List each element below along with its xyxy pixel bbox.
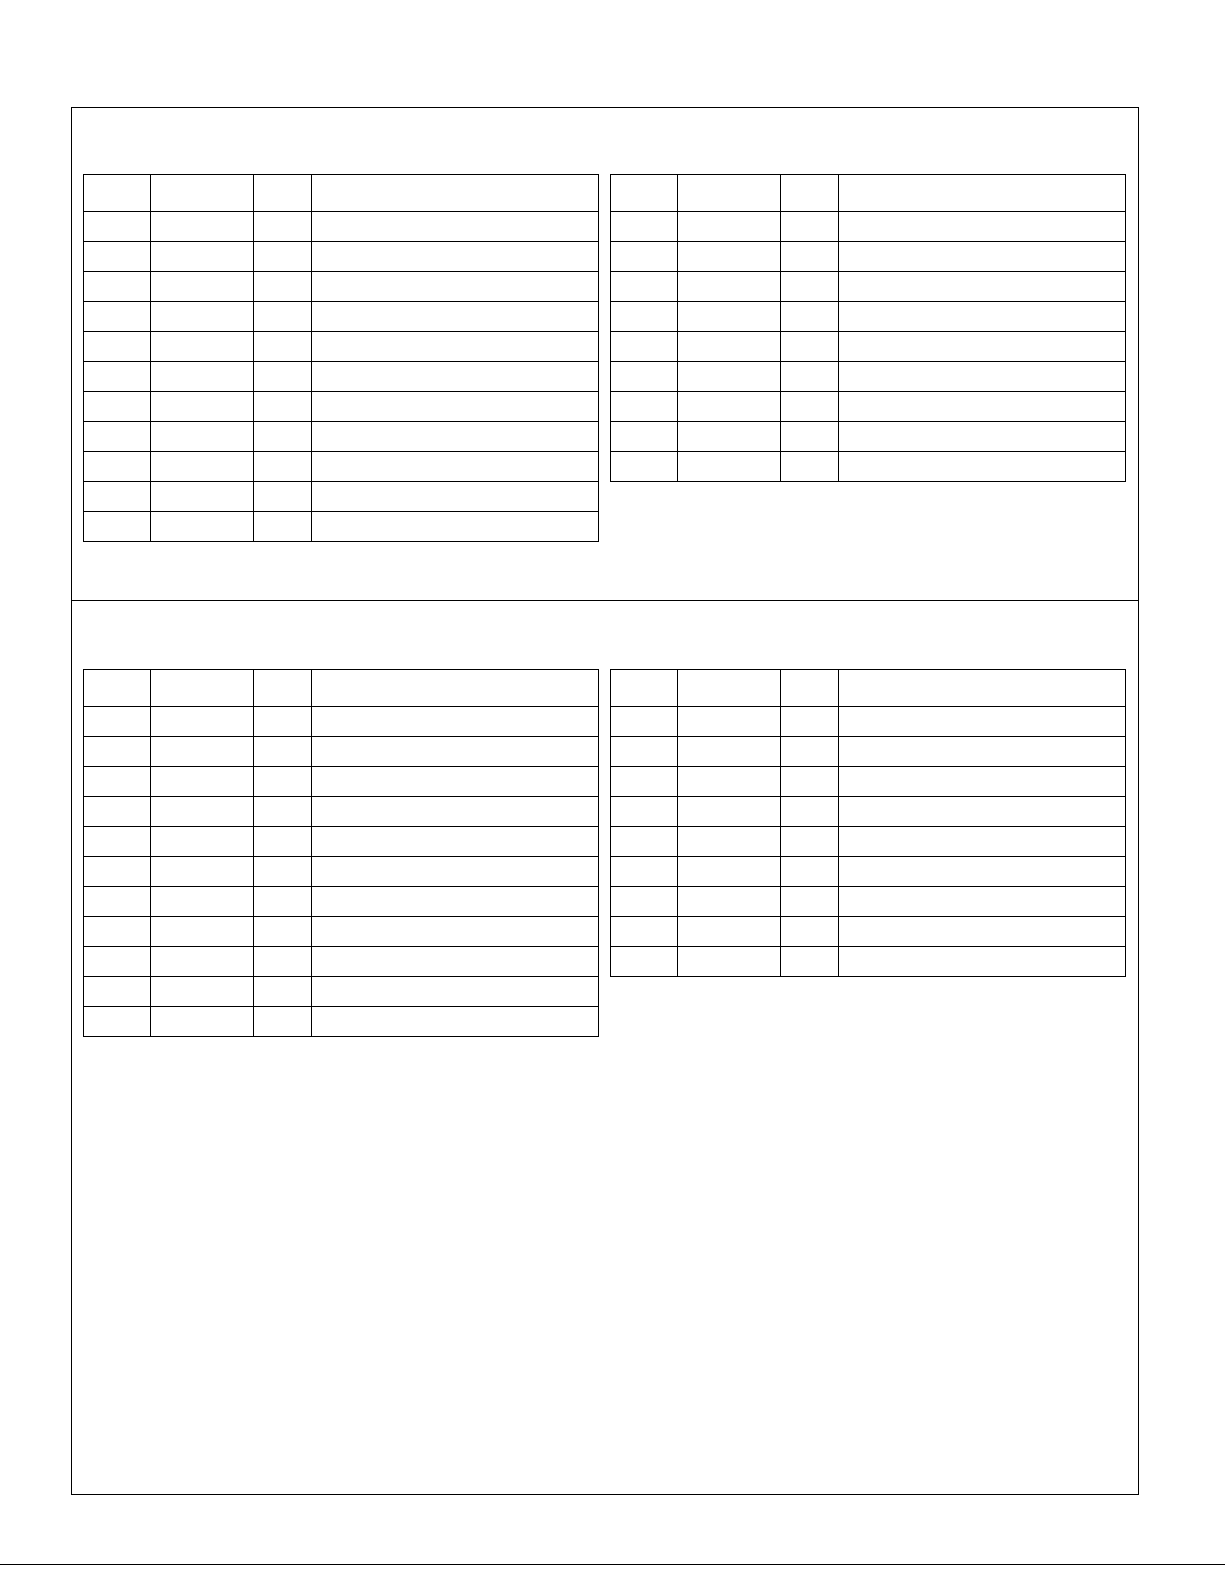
table-cell xyxy=(151,737,254,767)
table-cell xyxy=(254,1007,312,1037)
table-row xyxy=(84,827,599,857)
table-cell xyxy=(84,947,151,977)
header-cell xyxy=(781,175,839,212)
table-cell xyxy=(151,332,254,362)
header-cell xyxy=(84,175,151,212)
table-row xyxy=(84,977,599,1007)
table-cell xyxy=(839,422,1126,452)
table-cell xyxy=(839,212,1126,242)
table-cell xyxy=(611,887,678,917)
table-cell xyxy=(678,797,781,827)
table-cell xyxy=(254,857,312,887)
table-row xyxy=(611,707,1126,737)
section-1-left-table xyxy=(83,174,599,542)
table-cell xyxy=(611,362,678,392)
table-cell xyxy=(151,392,254,422)
table-cell xyxy=(312,392,599,422)
table-cell xyxy=(312,452,599,482)
table-row xyxy=(611,857,1126,887)
table-cell xyxy=(312,977,599,1007)
table-cell xyxy=(312,857,599,887)
table-cell xyxy=(151,422,254,452)
table-row xyxy=(611,947,1126,977)
table-cell xyxy=(611,767,678,797)
table-cell xyxy=(611,302,678,332)
table-cell xyxy=(678,947,781,977)
table-cell xyxy=(151,362,254,392)
table-cell xyxy=(254,512,312,542)
table-cell xyxy=(839,947,1126,977)
header-cell xyxy=(678,175,781,212)
table-cell xyxy=(781,737,839,767)
table-cell xyxy=(254,707,312,737)
table-cell xyxy=(611,737,678,767)
table-cell xyxy=(84,422,151,452)
table-cell xyxy=(254,797,312,827)
table-cell xyxy=(84,332,151,362)
table-cell xyxy=(151,827,254,857)
table-cell xyxy=(678,272,781,302)
table-cell xyxy=(781,887,839,917)
table-cell xyxy=(151,452,254,482)
table-row xyxy=(84,242,599,272)
table-cell xyxy=(781,272,839,302)
table-row xyxy=(84,917,599,947)
table-cell xyxy=(151,482,254,512)
table-cell xyxy=(312,917,599,947)
table-cell xyxy=(312,737,599,767)
table-cell xyxy=(312,242,599,272)
header-cell xyxy=(611,175,678,212)
table-row xyxy=(611,452,1126,482)
table-row xyxy=(84,272,599,302)
table-cell xyxy=(254,947,312,977)
table-cell xyxy=(84,242,151,272)
table-header-row xyxy=(611,670,1126,707)
table-cell xyxy=(254,917,312,947)
table-row xyxy=(611,272,1126,302)
header-cell xyxy=(151,175,254,212)
table-cell xyxy=(611,452,678,482)
table-cell xyxy=(84,452,151,482)
table-cell xyxy=(678,767,781,797)
table-cell xyxy=(84,482,151,512)
table-cell xyxy=(839,332,1126,362)
table-cell xyxy=(781,212,839,242)
table-row xyxy=(84,332,599,362)
table-cell xyxy=(839,362,1126,392)
table-cell xyxy=(151,977,254,1007)
table-row xyxy=(84,212,599,242)
table-cell xyxy=(678,887,781,917)
table-cell xyxy=(781,302,839,332)
table-cell xyxy=(611,242,678,272)
header-cell xyxy=(254,175,312,212)
table-cell xyxy=(312,212,599,242)
table-cell xyxy=(839,707,1126,737)
table-cell xyxy=(781,767,839,797)
table-cell xyxy=(312,887,599,917)
table-cell xyxy=(84,737,151,767)
table-cell xyxy=(678,737,781,767)
header-cell xyxy=(254,670,312,707)
table-cell xyxy=(781,797,839,827)
table-cell xyxy=(678,242,781,272)
table-cell xyxy=(839,242,1126,272)
header-cell xyxy=(611,670,678,707)
header-cell xyxy=(312,175,599,212)
table-cell xyxy=(312,272,599,302)
table-cell xyxy=(84,512,151,542)
table-cell xyxy=(312,827,599,857)
table-header-row xyxy=(84,175,599,212)
table-row xyxy=(611,242,1126,272)
table-row xyxy=(84,767,599,797)
table-row xyxy=(611,302,1126,332)
table-cell xyxy=(254,482,312,512)
table-cell xyxy=(254,452,312,482)
header-cell xyxy=(781,670,839,707)
table-cell xyxy=(312,362,599,392)
table-cell xyxy=(678,452,781,482)
table-cell xyxy=(611,947,678,977)
table-row xyxy=(84,707,599,737)
header-cell xyxy=(312,670,599,707)
table-cell xyxy=(312,1007,599,1037)
table-cell xyxy=(254,827,312,857)
table-cell xyxy=(678,422,781,452)
table-row xyxy=(611,827,1126,857)
table-row xyxy=(611,392,1126,422)
table-row xyxy=(84,737,599,767)
table-row xyxy=(84,392,599,422)
header-cell xyxy=(151,670,254,707)
table-row xyxy=(84,1007,599,1037)
table-cell xyxy=(312,512,599,542)
table-cell xyxy=(312,797,599,827)
table-cell xyxy=(254,887,312,917)
table-cell xyxy=(151,707,254,737)
table-cell xyxy=(611,857,678,887)
table-cell xyxy=(839,272,1126,302)
table-cell xyxy=(678,917,781,947)
table-cell xyxy=(312,482,599,512)
table-cell xyxy=(678,332,781,362)
table-cell xyxy=(84,977,151,1007)
table-cell xyxy=(839,392,1126,422)
table-cell xyxy=(151,797,254,827)
table-row xyxy=(84,362,599,392)
table-cell xyxy=(254,392,312,422)
table-cell xyxy=(781,452,839,482)
table-row xyxy=(611,797,1126,827)
table-row xyxy=(84,797,599,827)
table-cell xyxy=(84,707,151,737)
table-row xyxy=(84,302,599,332)
table-cell xyxy=(781,422,839,452)
table-cell xyxy=(254,362,312,392)
table-cell xyxy=(254,332,312,362)
table-cell xyxy=(84,212,151,242)
table-row xyxy=(611,917,1126,947)
table-cell xyxy=(84,857,151,887)
table-cell xyxy=(781,947,839,977)
table-cell xyxy=(839,767,1126,797)
header-cell xyxy=(839,175,1126,212)
table-cell xyxy=(151,767,254,797)
section-2-left-table xyxy=(83,669,599,1037)
table-cell xyxy=(151,857,254,887)
table-cell xyxy=(84,827,151,857)
table-cell xyxy=(839,797,1126,827)
header-cell xyxy=(678,670,781,707)
table-cell xyxy=(839,917,1126,947)
table-cell xyxy=(839,737,1126,767)
table-cell xyxy=(84,272,151,302)
table-cell xyxy=(84,1007,151,1037)
table-cell xyxy=(254,977,312,1007)
table-cell xyxy=(84,917,151,947)
table-cell xyxy=(151,1007,254,1037)
table-cell xyxy=(312,302,599,332)
header-cell xyxy=(84,670,151,707)
table-row xyxy=(611,422,1126,452)
table-cell xyxy=(781,242,839,272)
table-cell xyxy=(312,947,599,977)
table-cell xyxy=(151,917,254,947)
page-bottom-rule xyxy=(0,1564,1225,1565)
table-row xyxy=(611,212,1126,242)
table-row xyxy=(84,422,599,452)
table-header-row xyxy=(611,175,1126,212)
table-cell xyxy=(781,707,839,737)
table-row xyxy=(611,332,1126,362)
table-cell xyxy=(839,452,1126,482)
table-cell xyxy=(254,737,312,767)
table-cell xyxy=(84,887,151,917)
header-cell xyxy=(839,670,1126,707)
table-cell xyxy=(678,302,781,332)
table-cell xyxy=(84,392,151,422)
table-cell xyxy=(611,917,678,947)
table-cell xyxy=(151,272,254,302)
table-cell xyxy=(254,212,312,242)
table-cell xyxy=(678,212,781,242)
table-cell xyxy=(839,302,1126,332)
table-cell xyxy=(254,767,312,797)
table-cell xyxy=(611,422,678,452)
table-cell xyxy=(151,302,254,332)
table-cell xyxy=(839,827,1126,857)
table-cell xyxy=(678,707,781,737)
section-1-right-table xyxy=(610,174,1126,482)
table-cell xyxy=(254,242,312,272)
table-row xyxy=(611,737,1126,767)
table-cell xyxy=(611,707,678,737)
table-cell xyxy=(678,392,781,422)
table-cell xyxy=(781,392,839,422)
table-cell xyxy=(84,767,151,797)
section-divider xyxy=(71,600,1139,601)
table-cell xyxy=(151,212,254,242)
table-cell xyxy=(254,302,312,332)
table-row xyxy=(611,767,1126,797)
table-row xyxy=(84,482,599,512)
table-cell xyxy=(678,857,781,887)
table-row xyxy=(84,452,599,482)
table-row xyxy=(84,947,599,977)
table-cell xyxy=(254,422,312,452)
table-row xyxy=(84,512,599,542)
table-cell xyxy=(151,887,254,917)
table-cell xyxy=(151,947,254,977)
table-cell xyxy=(611,827,678,857)
table-cell xyxy=(312,767,599,797)
table-cell xyxy=(151,242,254,272)
table-header-row xyxy=(84,670,599,707)
table-cell xyxy=(611,797,678,827)
table-row xyxy=(84,887,599,917)
table-cell xyxy=(781,857,839,887)
table-cell xyxy=(611,332,678,362)
table-cell xyxy=(312,707,599,737)
table-cell xyxy=(254,272,312,302)
table-cell xyxy=(84,797,151,827)
table-cell xyxy=(678,827,781,857)
table-cell xyxy=(781,917,839,947)
table-cell xyxy=(781,332,839,362)
table-cell xyxy=(611,212,678,242)
table-cell xyxy=(678,362,781,392)
table-cell xyxy=(151,512,254,542)
table-cell xyxy=(312,422,599,452)
table-cell xyxy=(839,887,1126,917)
table-cell xyxy=(781,827,839,857)
table-cell xyxy=(781,362,839,392)
table-cell xyxy=(84,362,151,392)
section-2-right-table xyxy=(610,669,1126,977)
table-row xyxy=(84,857,599,887)
table-cell xyxy=(84,302,151,332)
table-cell xyxy=(611,272,678,302)
table-row xyxy=(611,362,1126,392)
table-cell xyxy=(611,392,678,422)
table-cell xyxy=(312,332,599,362)
table-cell xyxy=(839,857,1126,887)
table-row xyxy=(611,887,1126,917)
